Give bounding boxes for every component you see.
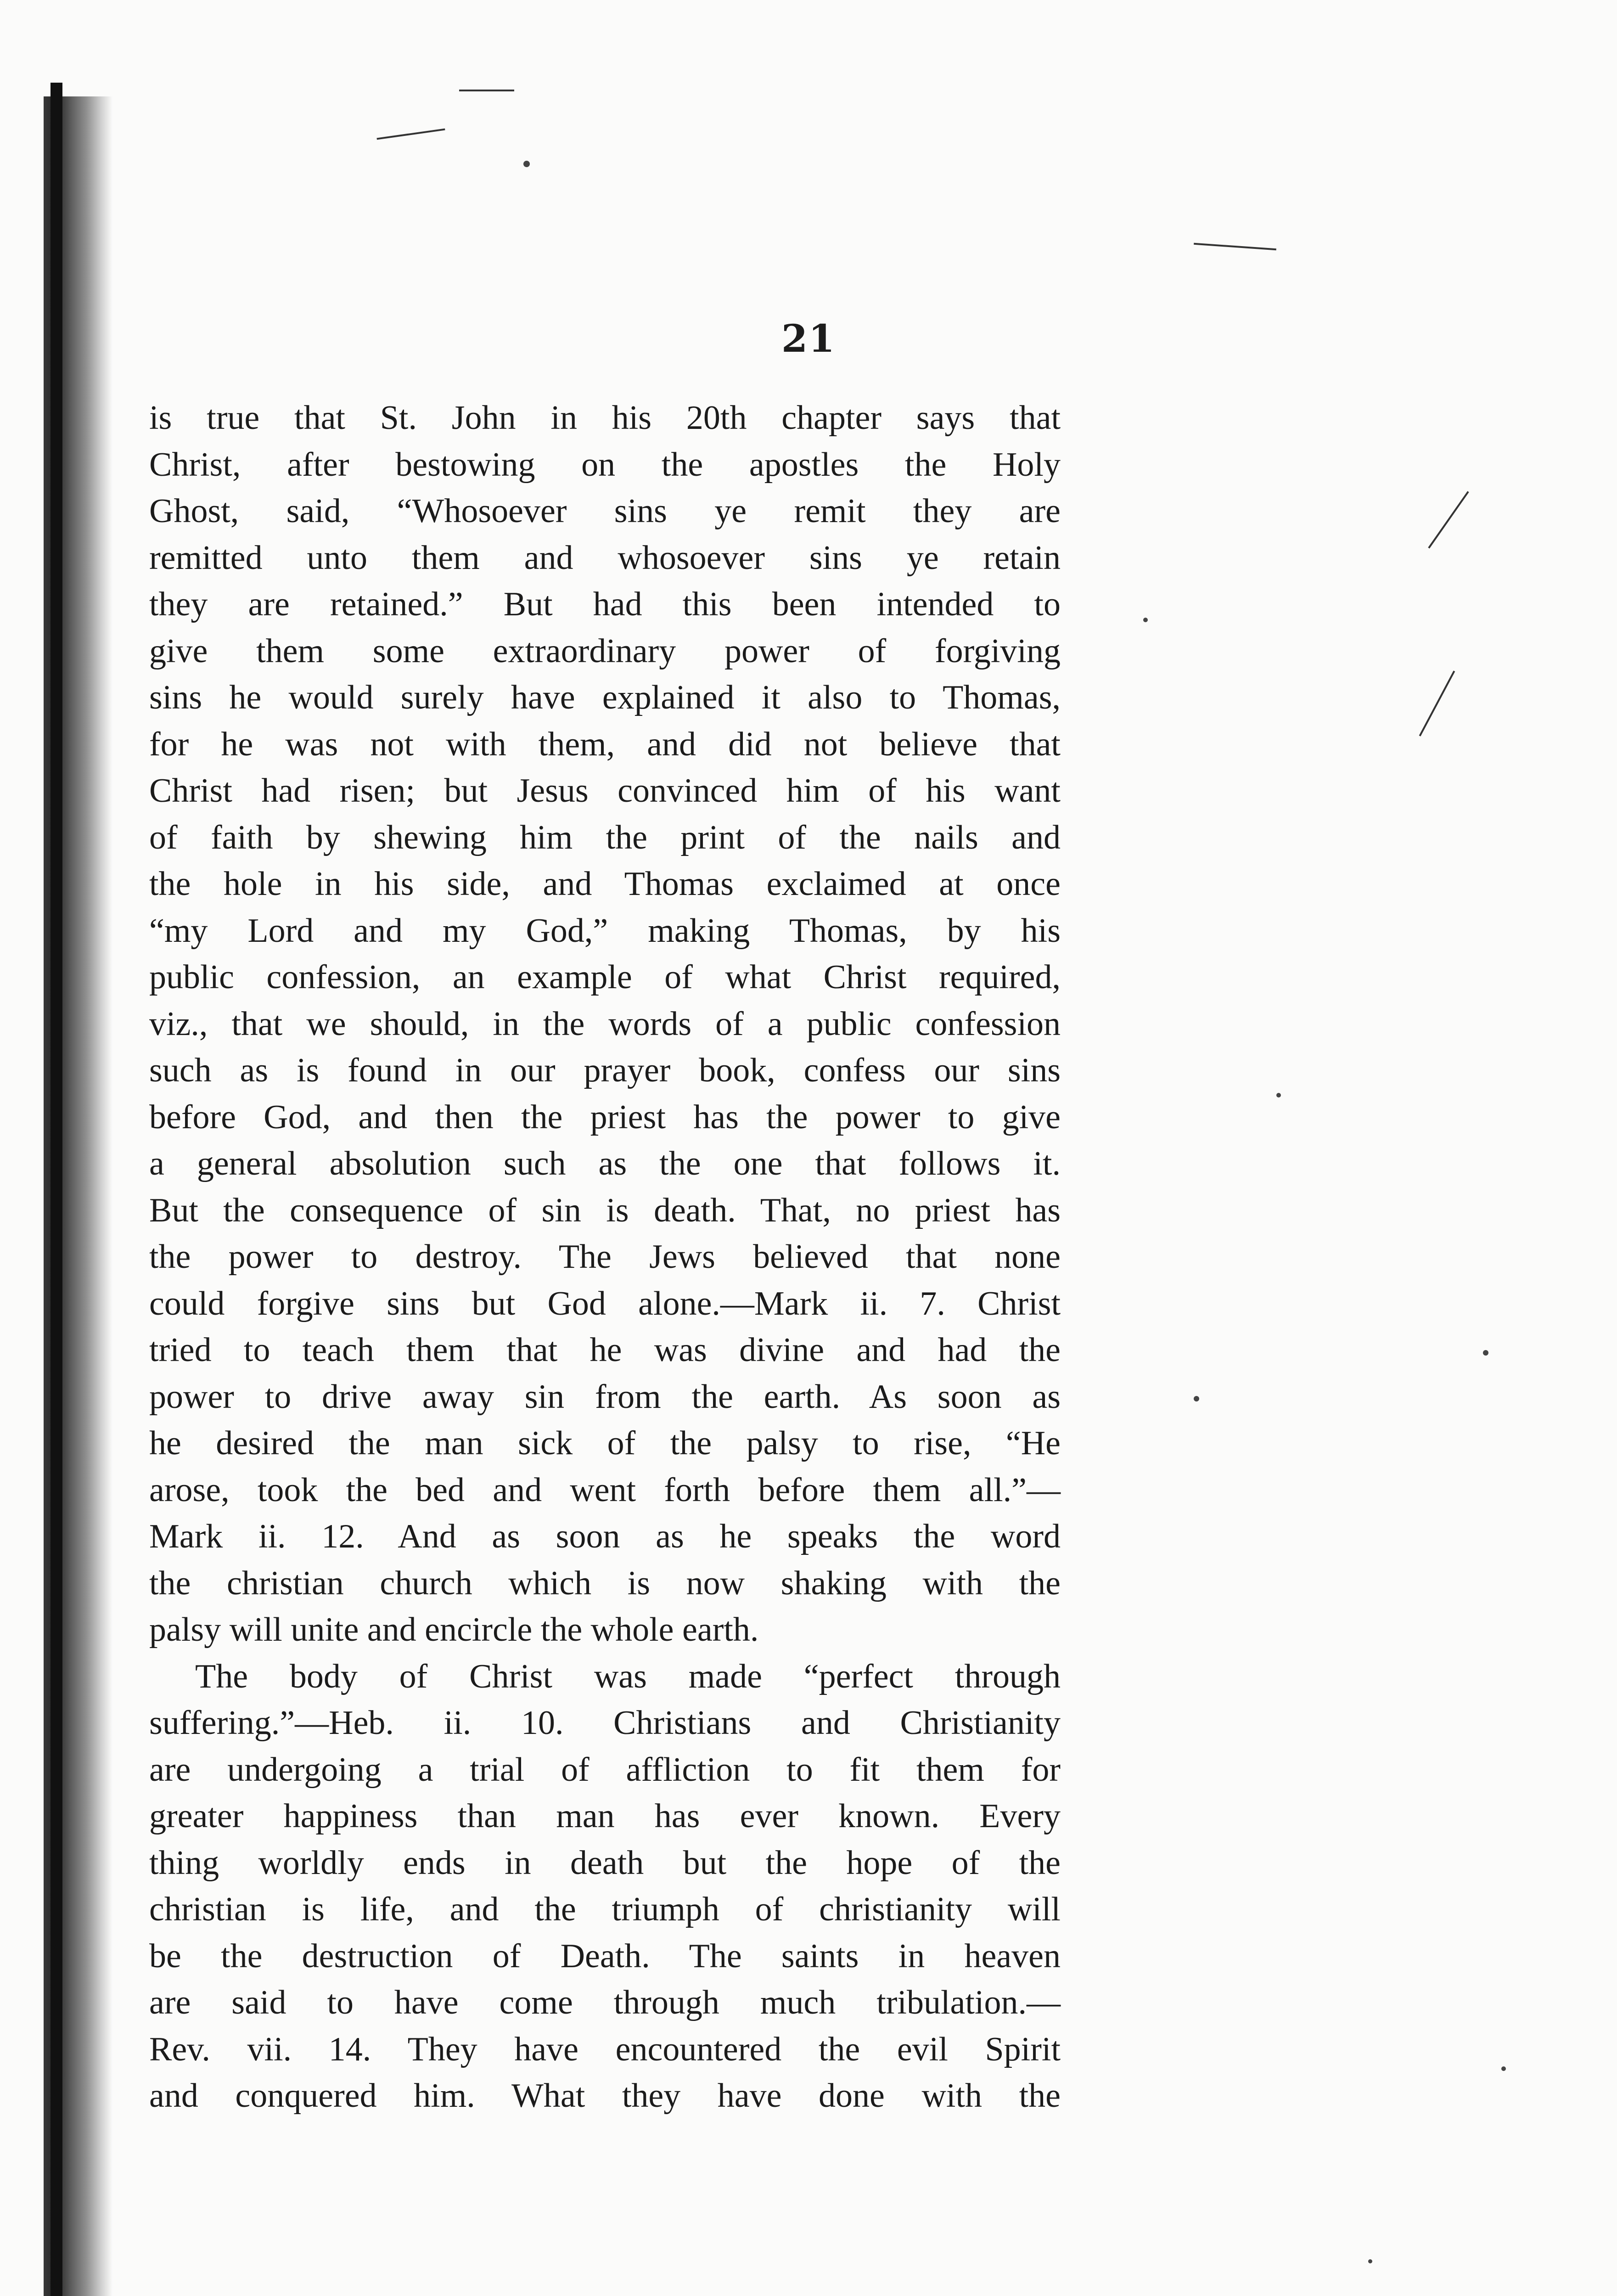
text-line: thing worldly ends in death but the hope of the: [149, 1844, 1061, 1882]
page-number: 21: [781, 317, 836, 361]
body-text: [149, 395, 1061, 2120]
scan-mark: [459, 90, 514, 91]
text-line: the power to destroy. The Jews believed that none: [149, 1238, 1061, 1276]
text-line: arose, took the bed and went forth before them all.”—: [149, 1471, 1061, 1509]
scan-mark: [1194, 243, 1276, 251]
text-line: remitted unto them and whosoever sins ye retain: [149, 539, 1061, 577]
text-line: The body of Christ was made “perfect through: [195, 1657, 1061, 1695]
text-line: give them some extraordinary power of forgiving: [149, 632, 1061, 670]
scan-mark: [376, 129, 445, 140]
text-line: greater happiness than man has ever known. Every: [149, 1797, 1061, 1835]
scan-speck: [1194, 1396, 1199, 1401]
text-line: Mark ii. 12. And as soon as he speaks the word: [149, 1518, 1061, 1555]
text-line: a general absolution such as the one that follows it.: [149, 1145, 1061, 1182]
text-line: Ghost, said, “Whosoever sins ye remit they are: [149, 492, 1061, 530]
text-line: Rev. vii. 14. They have encountered the evil Spirit: [149, 2030, 1061, 2068]
text-line: the christian church which is now shaking with the: [149, 1564, 1061, 1602]
text-line: he desired the man sick of the palsy to rise, “He: [149, 1424, 1061, 1462]
text-line: such as is found in our prayer book, confess our sins: [149, 1052, 1061, 1089]
binding-shadow: [51, 83, 62, 2296]
scan-speck: [1143, 618, 1148, 622]
text-line: the hole in his side, and Thomas exclaimed at once: [149, 865, 1061, 903]
text-line: is true that St. John in his 20th chapter says that: [149, 399, 1061, 437]
text-line: before God, and then the priest has the power to give: [149, 1098, 1061, 1136]
scan-mark: [1428, 491, 1469, 548]
text-line: “my Lord and my God,” making Thomas, by his: [149, 912, 1061, 950]
text-line: be the destruction of Death. The saints in heaven: [149, 1937, 1061, 1975]
text-line: palsy will unite and encircle the whole earth.: [149, 1611, 759, 1649]
text-line: are said to have come through much tribulation.—: [149, 1984, 1061, 2021]
scan-speck: [1276, 1093, 1281, 1097]
text-line: Christ had risen; but Jesus convinced him of his want: [149, 772, 1061, 810]
text-line: But the consequence of sin is death. That, no priest has: [149, 1191, 1061, 1229]
text-line: sins he would surely have explained it also to Thomas,: [149, 679, 1061, 716]
text-line: for he was not with them, and did not believe that: [149, 725, 1061, 763]
text-line: christian is life, and the triumph of christianity will: [149, 1891, 1061, 1928]
scan-mark: [1419, 670, 1455, 736]
text-line: of faith by shewing him the print of the nails and: [149, 818, 1061, 856]
scan-speck: [1483, 1350, 1488, 1356]
scan-speck: [1368, 2259, 1372, 2263]
text-line: Christ, after bestowing on the apostles the Holy: [149, 445, 1061, 484]
text-line: public confession, an example of what Christ required,: [149, 958, 1061, 996]
text-line: could forgive sins but God alone.—Mark ii. 7. Christ: [149, 1284, 1061, 1322]
text-line: and conquered him. What they have done with the: [149, 2077, 1061, 2115]
text-line: suffering.”—Heb. ii. 10. Christians and Christianity: [149, 1704, 1061, 1742]
text-line: they are retained.” But had this been intended to: [149, 585, 1061, 623]
text-line: viz., that we should, in the words of a public confession: [149, 1005, 1061, 1043]
scan-speck: [523, 161, 530, 167]
text-line: power to drive away sin from the earth. As soon as: [149, 1378, 1061, 1416]
scan-speck: [1501, 2066, 1506, 2071]
text-line: tried to teach them that he was divine and had the: [149, 1331, 1061, 1369]
text-line: are undergoing a trial of affliction to fit them for: [149, 1750, 1061, 1789]
